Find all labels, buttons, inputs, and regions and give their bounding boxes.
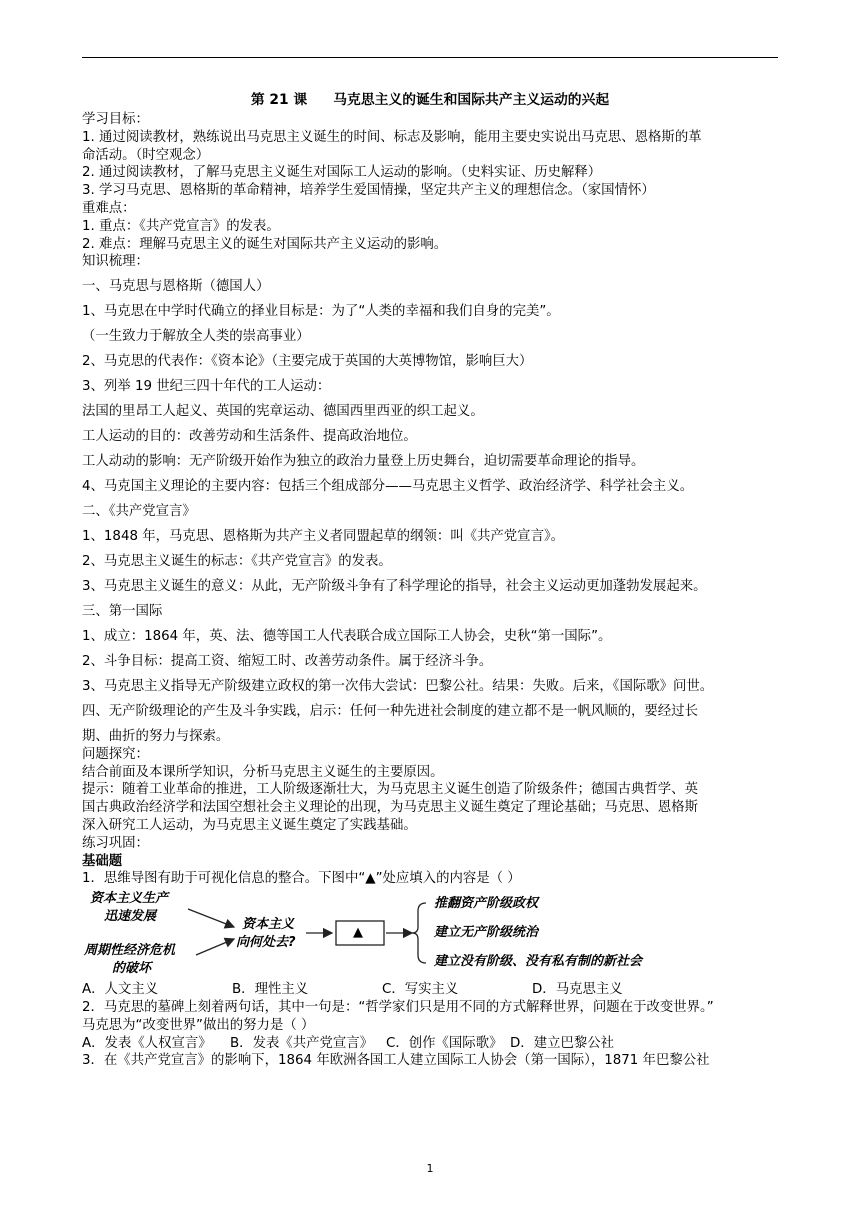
knowledge-line: 3、马克思主义诞生的意义：从此，无产阶级斗争有了科学理论的指导，社会主义运动更加蓬勃发展起来。 — [82, 579, 707, 595]
knowledge-line: 工人运动的目的：改善劳动和生活条件、提高政治地位。 — [82, 429, 417, 445]
knowledge-line: 2、马克思主义诞生的标志：《共产党宣言》的发表。 — [82, 554, 392, 570]
mind-right-item-1: 推翻资产阶级政权 — [434, 896, 539, 912]
question-2-stem-line-1: 2．马克思的墓碑上刻着两句话，其中一句是：“哲学家们只是用不同的方式解释世界，问题在于改变世界。” — [82, 1000, 714, 1016]
inquiry-hint-line: 国古典政治经济学和法国空想社会主义理论的出现，为马克思主义诞生奠定了理论基础；马克思、恩格斯 — [82, 800, 698, 816]
goals-heading: 学习目标： — [82, 112, 149, 127]
question-2-options — [82, 1035, 778, 1053]
key-point-1: 1. 重点：《共产党宣言》的发表。 — [82, 218, 280, 234]
option-c: C．创作《国际歌》 — [386, 1035, 503, 1051]
key-points-heading: 重难点： — [82, 200, 136, 216]
knowledge-line: 二、《共产党宣言》 — [82, 504, 196, 520]
document-page — [82, 90, 778, 1070]
knowledge-line: 工人动动的影响：无产阶级开始作为独立的政治力量登上历史舞台，迫切需要革命理论的指导。 — [82, 454, 645, 470]
practice-section-title: 基础题 — [82, 853, 123, 869]
option-b: B．发表《共产党宣言》 — [230, 1035, 374, 1051]
option-d: D．建立巴黎公社 — [510, 1035, 615, 1051]
inquiry-question: 结合前面及本课所学知识，分析马克思主义诞生的主要原因。 — [82, 764, 444, 780]
mind-center-line-1: 资本主义 — [242, 917, 295, 933]
knowledge-line: 四、无产阶级理论的产生及斗争实践，启示：任何一种先进社会制度的建立都不是一帆风顺的，要经过长 — [82, 704, 698, 720]
question-2-stem-line-2: 马克思为“改变世界”做出的努力是（ ） — [82, 1017, 315, 1033]
inquiry-hint-line: 提示：随着工业革命的推进，工人阶级逐渐壮大，为马克思主义诞生创造了阶级条件；德国古典哲学、英 — [82, 782, 698, 798]
inquiry-heading: 问题探究： — [82, 746, 149, 762]
knowledge-line: 三、第一国际 — [82, 604, 163, 620]
goal-1-line-2: 命活动。（时空观念） — [82, 147, 210, 163]
mind-center-line-2: 向何处去? — [236, 935, 296, 951]
knowledge-heading: 知识梳理： — [82, 254, 149, 270]
lesson-title — [82, 90, 778, 110]
mind-left-top-line-1: 资本主义生产 — [90, 891, 169, 907]
mind-left-top-line-2: 迅速发展 — [104, 909, 157, 925]
lesson-name: 马克思主义的诞生和国际共产主义运动的兴起 — [333, 92, 610, 108]
question-1-stem: 1．思维导图有助于可视化信息的整合。下图中“▲”处应填入的内容是（ ） — [82, 871, 521, 887]
knowledge-line: 1、1848 年，马克思、恩格斯为共产主义者同盟起草的纲领：叫《共产党宣言》。 — [82, 529, 565, 545]
arrow-top-to-center — [188, 909, 234, 927]
knowledge-line: （一生致力于解放全人类的崇高事业） — [82, 329, 310, 345]
mind-right-item-2: 建立无产阶级统治 — [434, 925, 539, 941]
practice-heading: 练习巩固： — [82, 835, 149, 851]
mind-map — [82, 889, 778, 979]
lesson-number: 第 21 课 — [250, 92, 308, 108]
knowledge-line: 3、列举 19 世纪三四十年代的工人运动： — [82, 379, 331, 395]
option-a: A．人文主义 — [82, 982, 159, 998]
mind-left-bottom-line-1: 周期性经济危机 — [84, 943, 176, 959]
knowledge-line: 1、马克思在中学时代确立的择业目标是：为了“人类的幸福和我们自身的完美”。 — [82, 304, 560, 320]
mind-box-triangle: ▲ — [353, 925, 363, 941]
knowledge-line-continuation: 期、曲折的努力与探索。 — [82, 729, 230, 745]
knowledge-line: 法国的里昂工人起义、英国的宪章运动、德国西里西亚的织工起义。 — [82, 404, 484, 420]
option-c: C．写实主义 — [382, 982, 459, 998]
mind-map-arrows — [82, 889, 778, 979]
mind-right-item-3: 建立没有阶级、没有私有制的新社会 — [434, 954, 643, 970]
option-b: B．理性主义 — [232, 982, 309, 998]
goal-2: 2. 通过阅读教材，了解马克思主义诞生对国际工人运动的影响。（史料实证、历史解释） — [82, 165, 602, 181]
arrow-bottom-to-center — [196, 939, 234, 955]
option-d: D．马克思主义 — [532, 982, 623, 998]
mind-map-brace — [412, 903, 426, 963]
knowledge-line: 1、成立：1864 年，英、法、德等国工人代表联合成立国际工人协会，史秋“第一国际”。 — [82, 629, 612, 645]
knowledge-line: 4、马克国主义理论的主要内容：包括三个组成部分——马克思主义哲学、政治经济学、科学社会主义。 — [82, 479, 694, 495]
page-number: 1 — [426, 1162, 434, 1175]
header-rule — [82, 57, 778, 58]
mind-left-bottom-line-2: 的破坏 — [112, 961, 152, 977]
question-1-options — [82, 981, 778, 999]
goal-3: 3. 学习马克思、恩格斯的革命精神，培养学生爱国情操，坚定共产主义的理想信念。（家国情怀） — [82, 183, 655, 199]
knowledge-line: 3、马克思主义指导无产阶级建立政权的第一次伟大尝试：巴黎公社。结果：失败。后来，《国际歌》问世。 — [82, 679, 714, 695]
knowledge-line: 2、马克思的代表作：《资本论》（主要完成于英国的大英博物馆，影响巨大） — [82, 354, 533, 370]
knowledge-line: 一、马克思与恩格斯（德国人） — [82, 279, 270, 295]
question-3-stem: 3．在《共产党宣言》的影响下，1864 年欧洲各国工人建立国际工人协会（第一国际），1871 年巴黎公社 — [82, 1053, 710, 1069]
knowledge-line: 2、斗争目标：提高工资、缩短工时、改善劳动条件。属于经济斗争。 — [82, 654, 493, 670]
goal-1-line-1: 1. 通过阅读教材，熟练说出马克思主义诞生的时间、标志及影响，能用主要史实说出马克思、恩格斯的革 — [82, 129, 702, 145]
key-point-2: 2. 难点：理解马克思主义的诞生对国际共产主义运动的影响。 — [82, 236, 448, 252]
option-a: A．发表《人权宣言》 — [82, 1035, 212, 1051]
inquiry-hint-line: 深入研究工人运动，为马克思主义诞生奠定了实践基础。 — [82, 818, 417, 834]
